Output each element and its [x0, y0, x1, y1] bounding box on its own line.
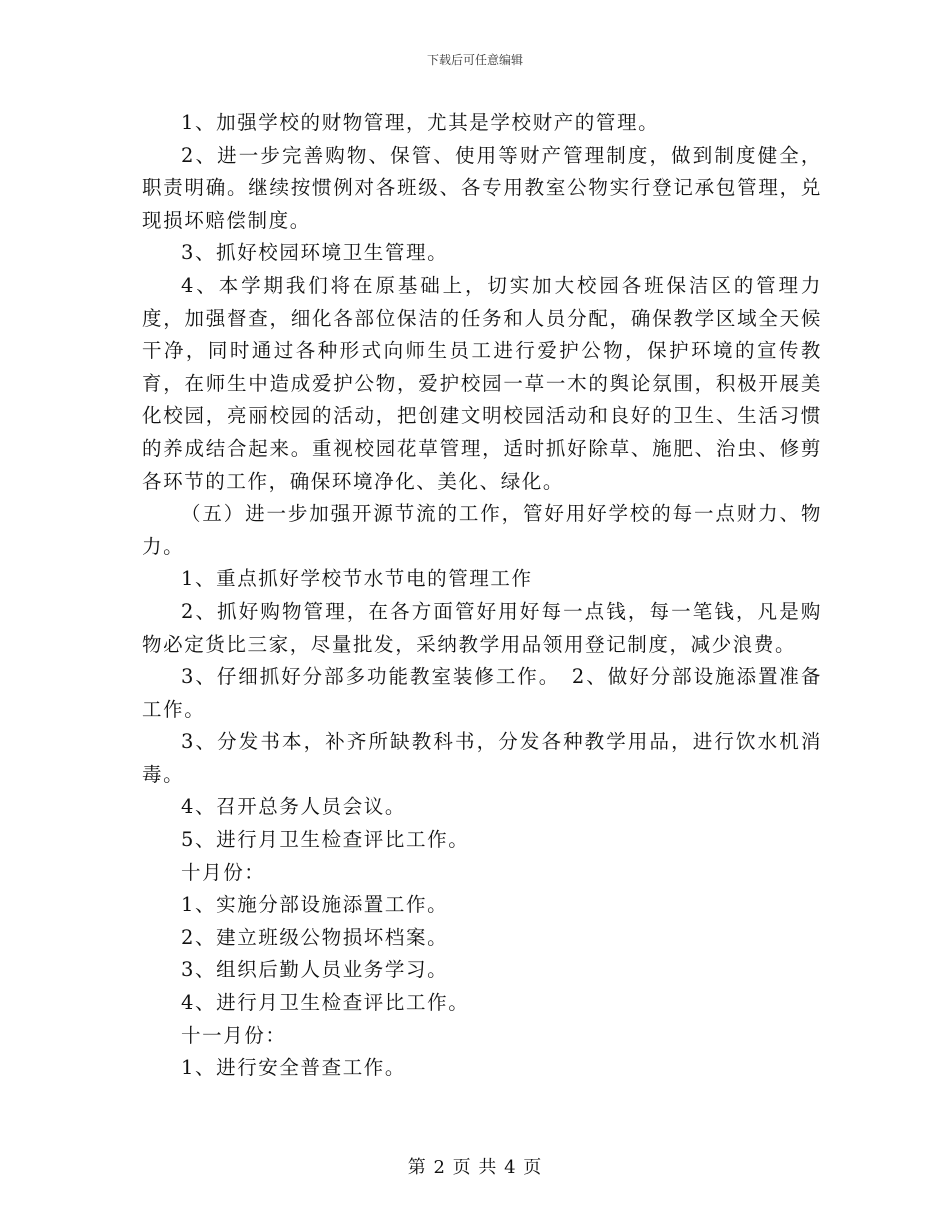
paragraph: 2、抓好购物管理，在各方面管好用好每一点钱，每一笔钱，凡是购物必定货比三家，尽量批发，采纳教学用品领用登记制度，减少浪费。	[142, 599, 822, 656]
paragraph: 3、仔细抓好分部多功能教室装修工作。 2、做好分部设施添置准备工作。	[142, 665, 822, 721]
document-body	[142, 107, 822, 1085]
paragraph: 2、进一步完善购物、保管、使用等财产管理制度，做到制度健全，职责明确。继续按惯例对各班级、各专用教室公物实行登记承包管理，兑现损坏赔偿制度。	[142, 143, 822, 232]
paragraph: 1、进行安全普查工作。	[181, 1056, 407, 1080]
month-heading: 十一月份：	[181, 1023, 287, 1047]
paragraph: 4、进行月卫生检查评比工作。	[181, 991, 470, 1015]
section-heading: （五）进一步加强开源节流的工作，管好用好学校的每一点财力、物力。	[142, 502, 822, 558]
page-header: 下载后可任意编辑	[426, 53, 523, 67]
month-heading: 十月份：	[181, 860, 266, 884]
paragraph: 3、组织后勤人员业务学习。	[181, 958, 449, 982]
paragraph: 3、抓好校园环境卫生管理。	[181, 241, 449, 265]
paragraph: 1、实施分部设施添置工作。	[181, 893, 449, 917]
paragraph: 1、加强学校的财物管理，尤其是学校财产的管理。	[181, 111, 660, 134]
paragraph: 3、分发书本，补齐所缺教科书，分发各种教学用品，进行饮水机消毒。	[142, 730, 822, 786]
paragraph: 4、本学期我们将在原基础上，切实加大校园各班保洁区的管理力度，加强督查，细化各部位保洁的任务和人员分配，确保教学区域全天候干净，同时通过各种形式向师生员工进行爱护公物，保护环境的宣传教育，在师生中造成爱护公物，爱护校园一草一木的舆论氛围，积极开展美化校园，亮丽校园的活动，把创建文明校园活动和良好的卫生、生活习惯的养成结合起来。重视校园花草管理，适时抓好除草、施肥、治虫、修剪各环节的工作，确保环境净化、美化、绿化。	[142, 273, 822, 493]
page-number: 第 2 页 共 4 页	[407, 1157, 543, 1178]
paragraph: 1、重点抓好学校节水节电的管理工作	[181, 567, 533, 591]
paragraph: 5、进行月卫生检查评比工作。	[181, 828, 470, 852]
paragraph: 2、建立班级公物损坏档案。	[181, 925, 449, 949]
paragraph: 4、召开总务人员会议。	[181, 795, 407, 819]
